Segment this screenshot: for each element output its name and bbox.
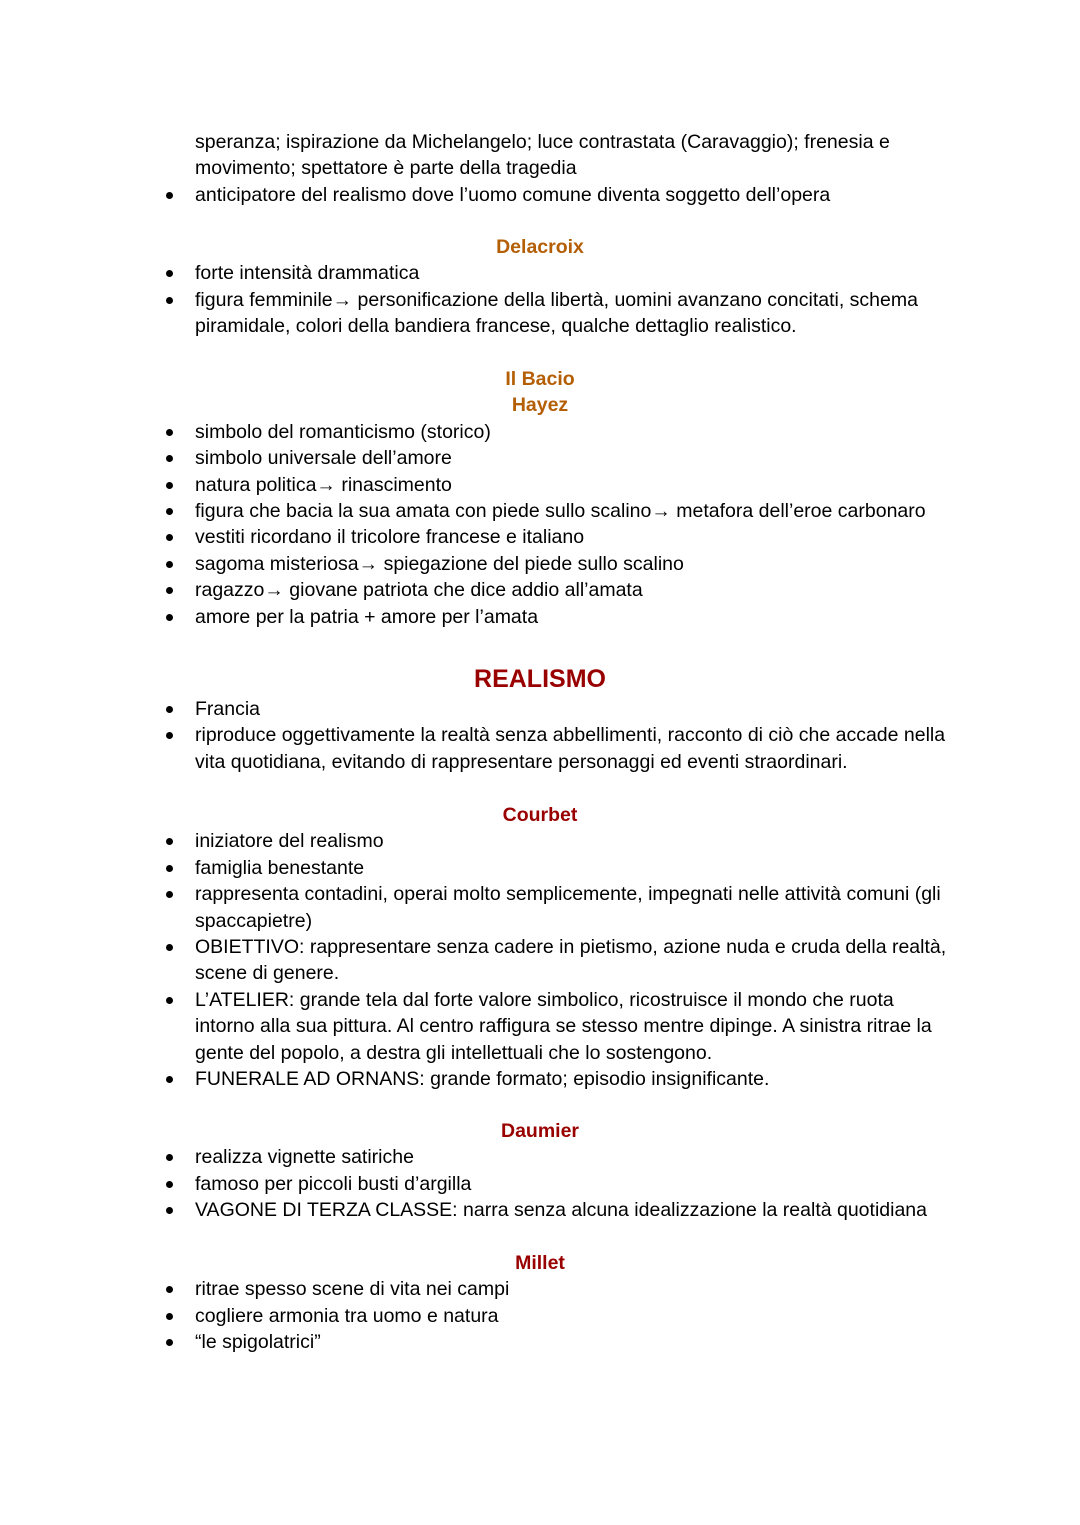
section-heading-courbet: Courbet [502,804,578,826]
courbet-list [0,828,1080,1092]
list-item: ragazzo→ giovane patriota che dice addio all’amata [0,577,1080,603]
list-item: “le spigolatrici” [0,1329,1080,1355]
list-item: Francia [0,696,1080,722]
daumier-section [0,1118,1080,1224]
delacroix-section [0,234,1080,340]
courbet-section [0,802,1080,1092]
bacio-section [0,366,1080,630]
list-item: L’ATELIER: grande tela dal forte valore simbolico, ricostruisce il mondo che ruota intorno alla sua pittura. Al centro raffigura se stesso mentre dipinge. A sinistra ritrae la gente del popolo, a destra gli intellettuali che lo sostengono. [0,987,1080,1066]
list-item: cogliere armonia tra uomo e natura [0,1303,1080,1329]
list-item: riproduce oggettivamente la realtà senza abbellimenti, racconto di ciò che accade nella vita quotidiana, evitando di rappresentare personaggi ed eventi straordinari. [0,722,1080,775]
list-item: amore per la patria + amore per l’amata [0,604,1080,630]
list-item: rappresenta contadini, operai molto semplicemente, impegnati nelle attività comuni (gli spaccapietre) [0,881,1080,934]
section-heading-realismo: REALISMO [474,665,606,693]
list-item: speranza; ispirazione da Michelangelo; luce contrastata (Caravaggio); frenesia e movimento; spettatore è parte della tragedia [195,131,890,180]
list-item: simbolo del romanticismo (storico) [0,419,1080,445]
list-item: famiglia benestante [0,855,1080,881]
list-item: anticipatore del realismo dove l’uomo comune diventa soggetto dell’opera [0,182,1080,208]
section-heading-daumier: Daumier [500,1120,580,1142]
list-item: iniziatore del realismo [0,828,1080,854]
section-heading-millet: Millet [515,1252,565,1274]
list-item: natura politica→ rinascimento [0,472,1080,498]
list-item: figura femminile→ personificazione della libertà, uomini avanzano concitati, schema piramidale, colori della bandiera francese, qualche dettaglio realistico. [0,287,1080,340]
millet-list [0,1276,1080,1355]
list-item: VAGONE DI TERZA CLASSE: narra senza alcuna idealizzazione la realtà quotidiana [0,1197,1080,1223]
millet-section [0,1250,1080,1356]
section-heading-delacroix: Delacroix [496,236,584,258]
section-heading-bacio: Il Bacio [505,368,575,390]
list-item: ritrae spesso scene di vita nei campi [0,1276,1080,1302]
intro-section [0,129,1080,208]
intro-list [0,129,1080,208]
list-item: famoso per piccoli busti d’argilla [0,1171,1080,1197]
list-item: simbolo universale dell’amore [0,445,1080,471]
realismo-list [0,696,1080,775]
list-item: sagoma misteriosa→ spiegazione del piede sullo scalino [0,551,1080,577]
daumier-list [0,1144,1080,1223]
list-item: forte intensità drammatica [0,260,1080,286]
realismo-section [0,664,1080,775]
list-item: realizza vignette satiriche [0,1144,1080,1170]
bacio-list [0,419,1080,630]
list-item: figura che bacia la sua amata con piede sullo scalino→ metafora dell’eroe carbonaro [0,498,1080,524]
delacroix-list [0,260,1080,339]
list-item: OBIETTIVO: rappresentare senza cadere in pietismo, azione nuda e cruda della realtà, scene di genere. [0,934,1080,987]
section-heading-hayez: Hayez [511,394,569,417]
list-item: FUNERALE AD ORNANS: grande formato; episodio insignificante. [0,1066,1080,1092]
list-item: vestiti ricordano il tricolore francese e italiano [0,524,1080,550]
